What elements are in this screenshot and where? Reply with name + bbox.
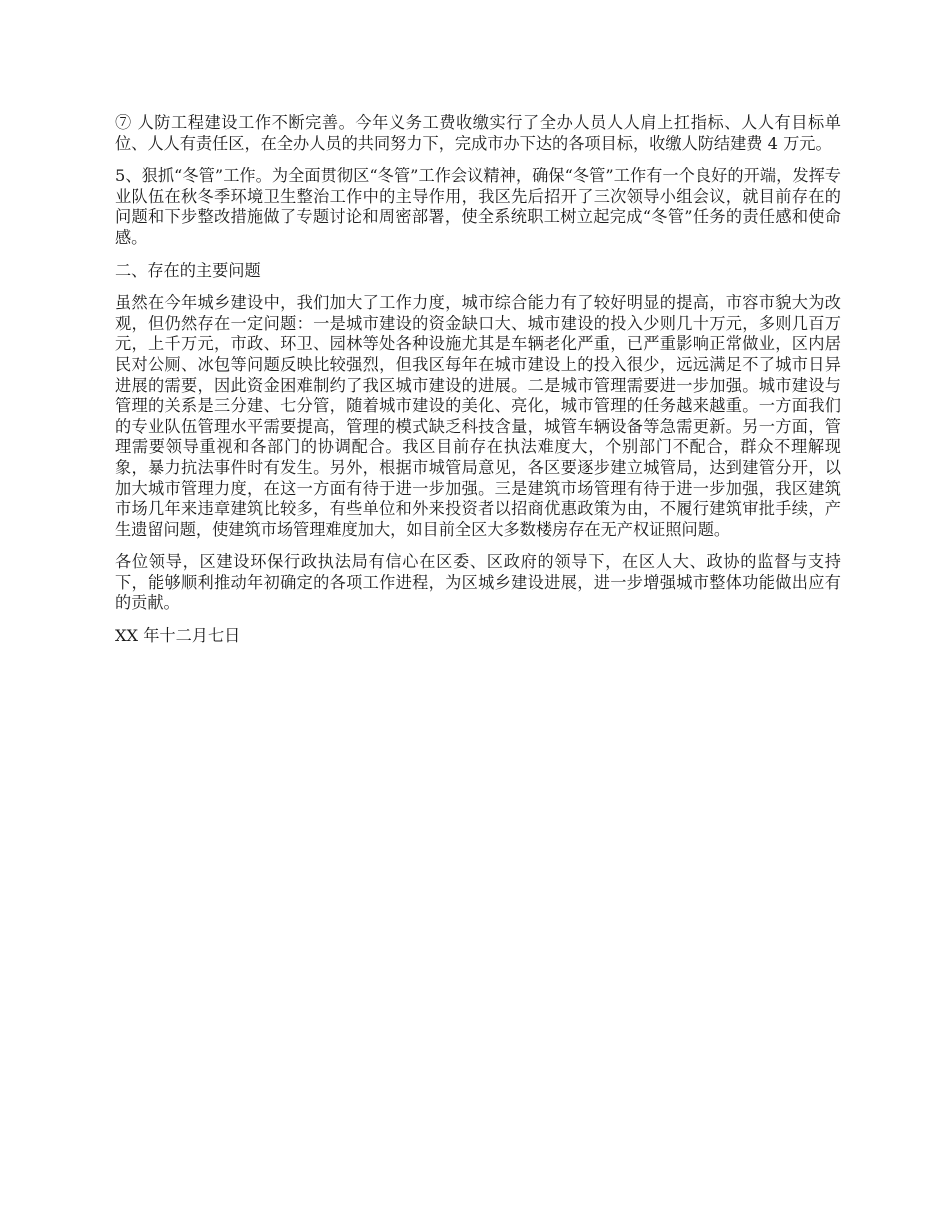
paragraph-civil-defense: ⑦ 人防工程建设工作不断完善。今年义务工费收缴实行了全办人员人人肩上扛指标、人人有目标单位、人人有责任区，在全办人员的共同努力下，完成市办下达的各项目标，收缴人防结建费 4 万元。 [115, 113, 841, 153]
paragraph-winter-management: 5、狠抓“冬管”工作。为全面贯彻区“冬管”工作会议精神，确保“冬管”工作有一个良好的开端，发挥专业队伍在秋冬季环境卫生整治工作中的主导作用，我区先后招开了三次领导小组会议，就目前存在的问题和下步整改措施做了专题讨论和周密部署，使全系统职工树立起完成“冬管”任务的责任感和使命感。 [115, 166, 841, 247]
section-heading-problems: 二、存在的主要问题 [115, 260, 261, 280]
paragraph-closing: 各位领导，区建设环保行政执法局有信心在区委、区政府的领导下，在区人大、政协的监督与支持下，能够顺利推动年初确定的各项工作进程，为区城乡建设进展，进一步增强城市整体功能做出应有的贡献。 [115, 552, 841, 613]
document-body [115, 113, 841, 647]
paragraph-problems: 虽然在今年城乡建设中，我们加大了工作力度，城市综合能力有了较好明显的提高，市容市貌大为改观，但仍然存在一定问题：一是城市建设的资金缺口大、城市建设的投入少则几十万元，多则几百万元，上千万元，市政、环卫、园林等处各种设施尤其是车辆老化严重，已严重影响正常做业，区内居民对公厕、冰包等问题反映比较强烈，但我区每年在城市建设上的投入很少，远远满足不了城市日异进展的需要，因此资金困难制约了我区城市建设的进展。二是城市管理需要进一步加强。城市建设与管理的关系是三分建、七分管，随着城市建设的美化、亮化，城市管理的任务越来越重。一方面我们的专业队伍管理水平需要提高，管理的模式缺乏科技含量，城管车辆设备等急需更新。另一方面，管理需要领导重视和各部门的协调配合。我区目前存在执法难度大，个别部门不配合，群众不理解现象，暴力抗法事件时有发生。另外，根据市城管局意见，各区要逐步建立城管局，达到建管分开，以加大城市管理力度，在这一方面有待于进一步加强。三是建筑市场管理有待于进一步加强，我区建筑市场几年来违章建筑比较多，有些单位和外来投资者以招商优惠政策为由，不履行建筑审批手续，产生遗留问题，使建筑市场管理难度加大，如目前全区大多数楼房存在无产权证照问题。 [115, 293, 841, 539]
document-date: XX 年十二月七日 [115, 626, 241, 646]
